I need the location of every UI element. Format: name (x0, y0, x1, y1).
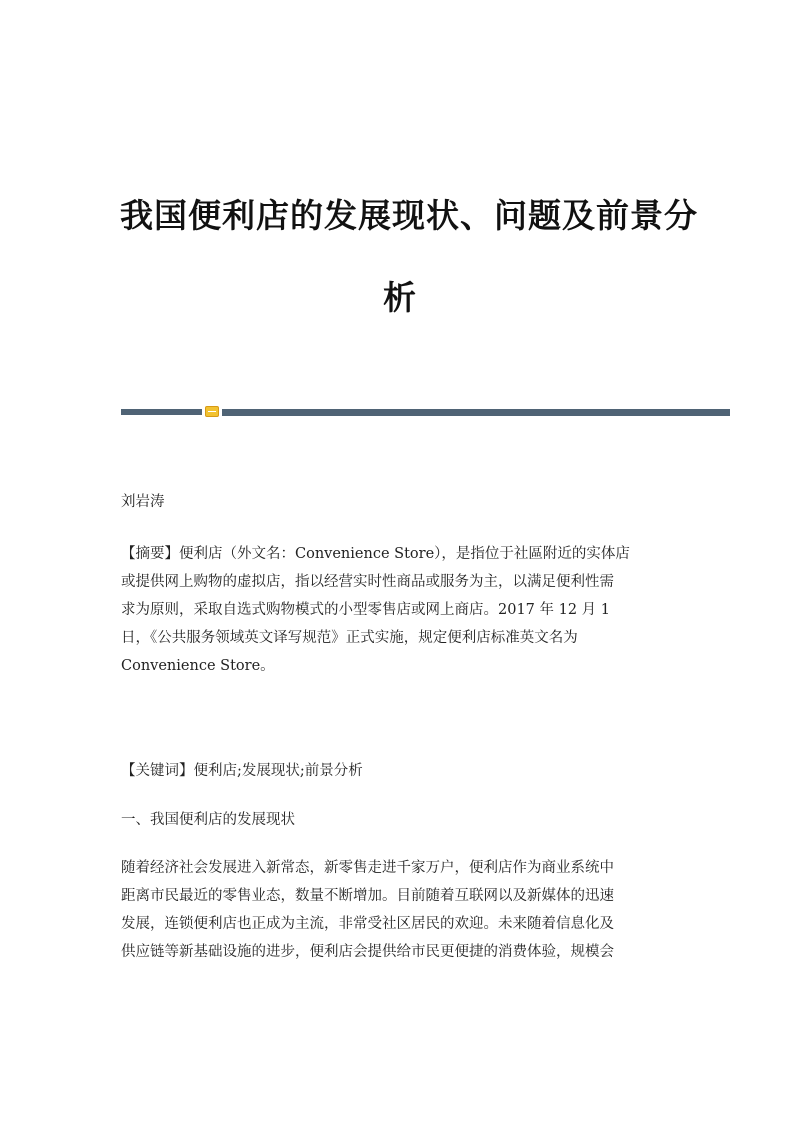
page-title-line-2: 析 (383, 278, 417, 317)
envelope-icon (205, 406, 219, 417)
page-title-line-1: 我国便利店的发展现状、问题及前景分 (120, 196, 698, 235)
body-paragraph (121, 854, 686, 966)
abstract-line: 【摘要】便利店（外文名：Convenience Store），是指位于社區附近的实体店 (121, 546, 630, 562)
abstract-line: Convenience Store。 (121, 658, 275, 674)
divider-bar-right (222, 409, 730, 416)
keywords: 【关键词】便利店;发展现状;前景分析 (121, 763, 363, 779)
body-line: 供应链等新基础设施的进步，便利店会提供给市民更便捷的消费体验，规模会 (121, 944, 614, 960)
author-name: 刘岩涛 (121, 494, 165, 510)
body-line: 随着经济社会发展进入新常态，新零售走进千家万户，便利店作为商业系统中 (121, 860, 614, 876)
divider-bar-left (121, 409, 202, 415)
abstract (121, 540, 681, 680)
section-heading: 一、我国便利店的发展现状 (121, 812, 295, 828)
body-line: 发展，连锁便利店也正成为主流，非常受社区居民的欢迎。未来随着信息化及 (121, 916, 614, 932)
abstract-line: 日，《公共服务领域英文译写规范》正式实施，规定便利店标准英文名为 (121, 630, 578, 646)
abstract-line: 求为原则，采取自选式购物模式的小型零售店或网上商店。2017 年 12 月 1 (121, 602, 611, 618)
abstract-line: 或提供网上购物的虚拟店，指以经营实时性商品或服务为主，以满足便利性需 (121, 574, 614, 590)
title-divider (121, 409, 730, 416)
body-line: 距离市民最近的零售业态，数量不断增加。目前随着互联网以及新媒体的迅速 (121, 888, 614, 904)
